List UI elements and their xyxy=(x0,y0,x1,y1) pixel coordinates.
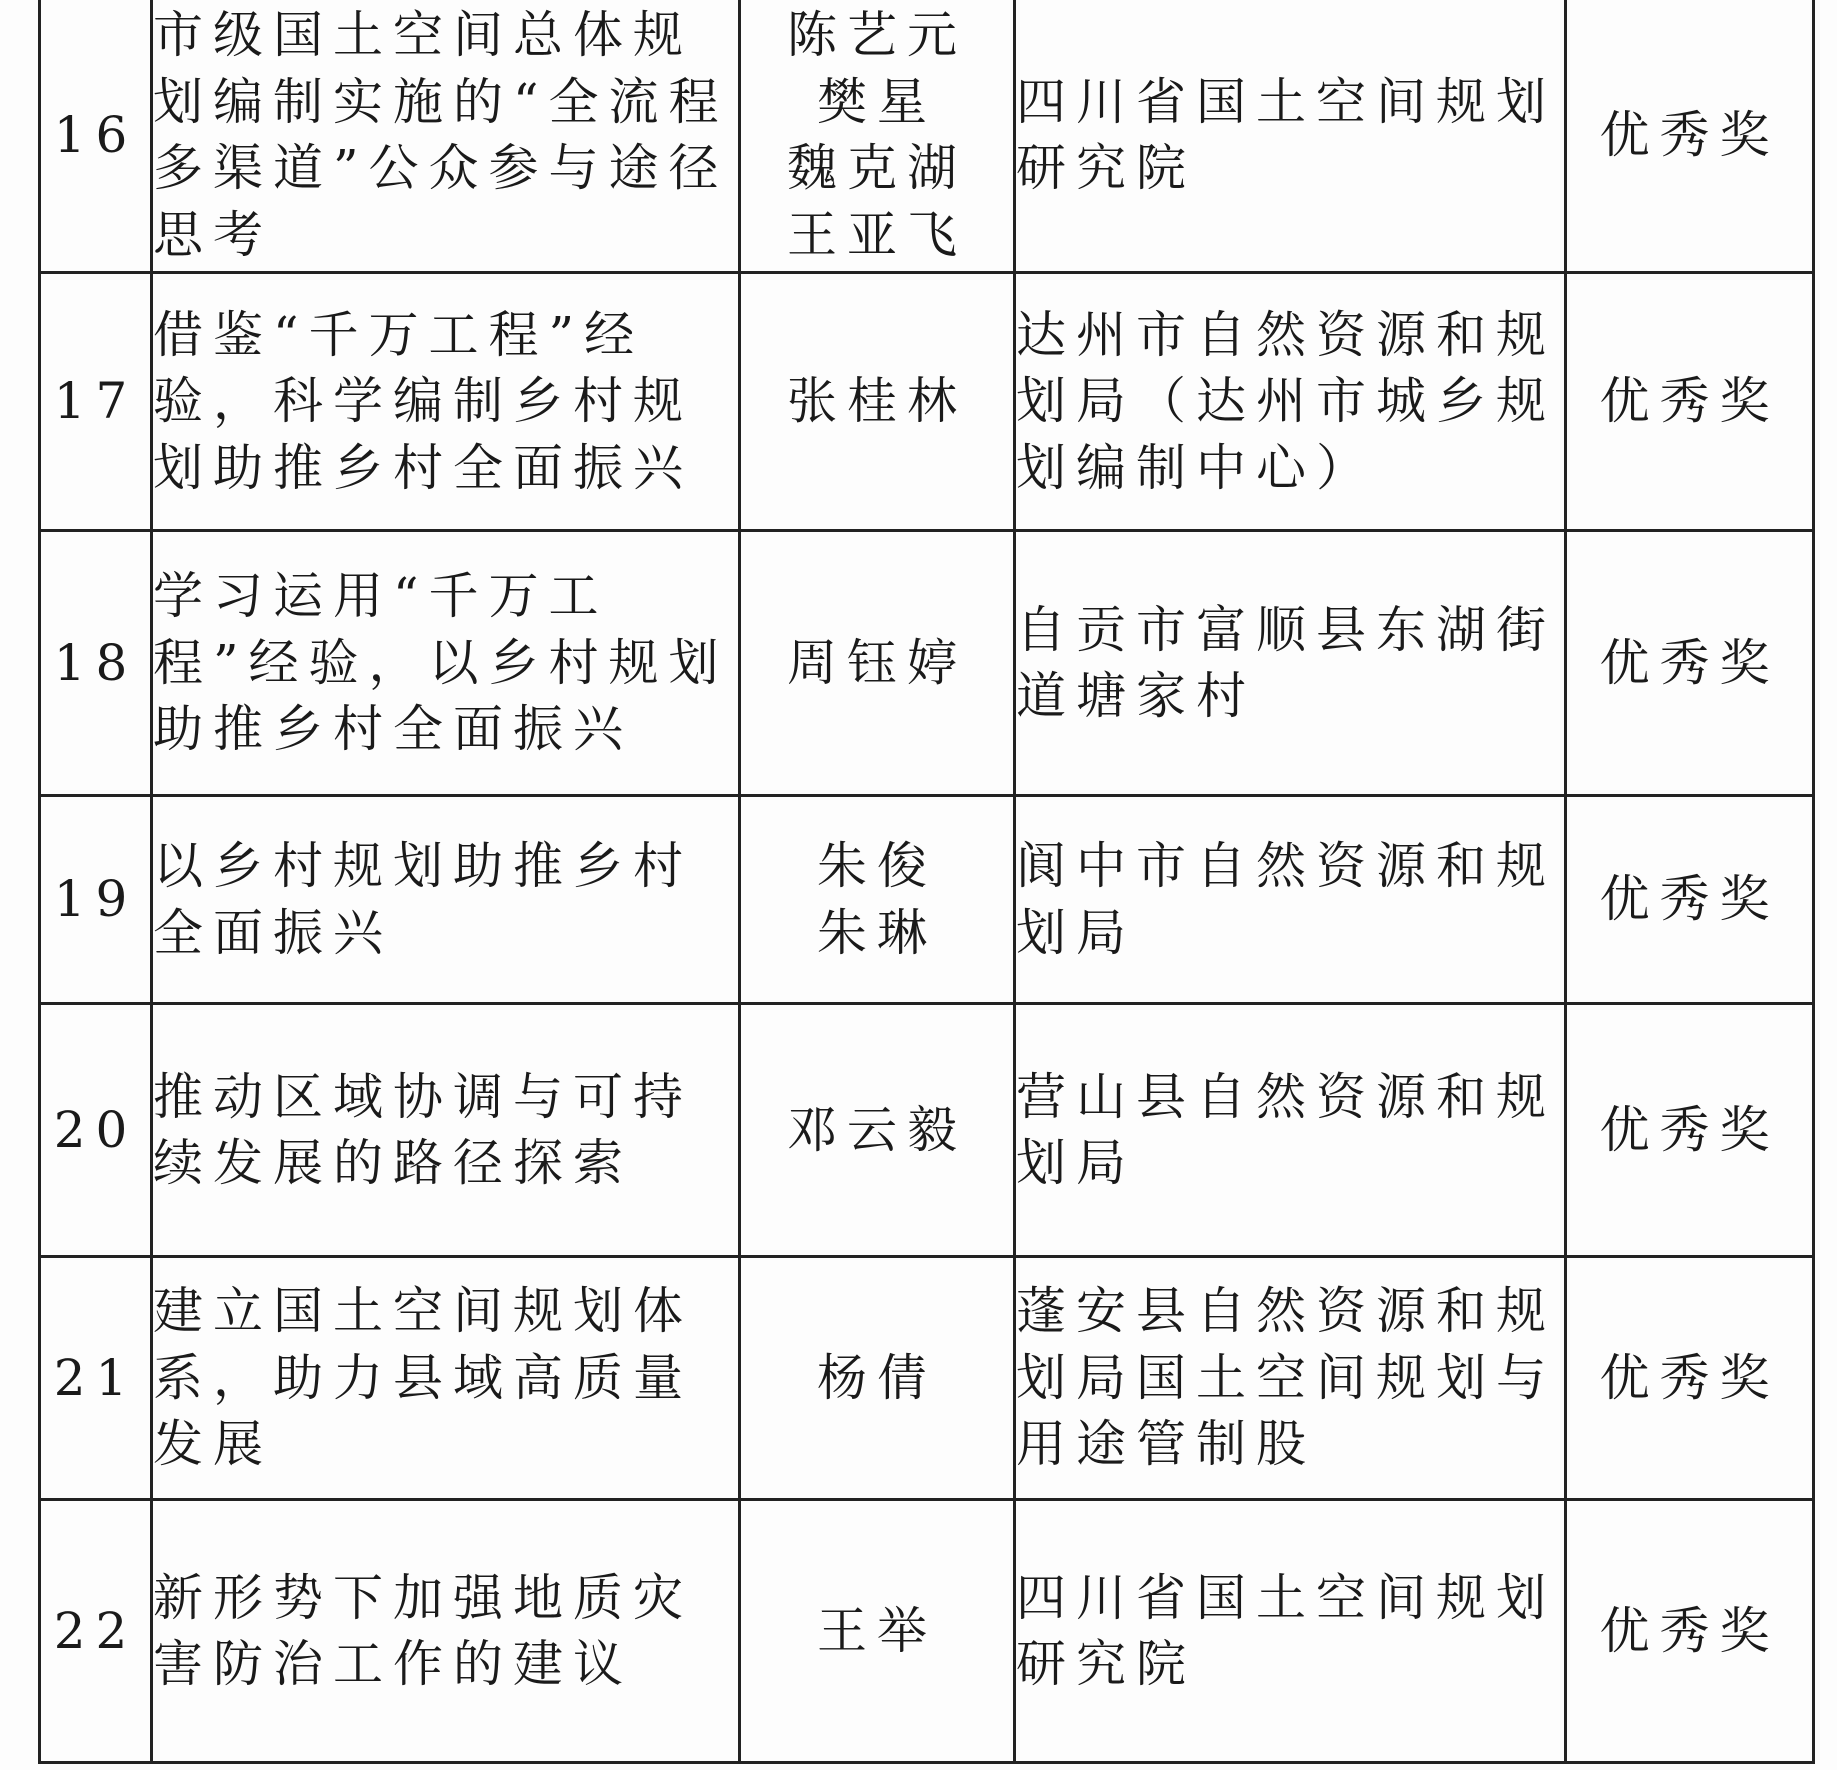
row-number: 20 xyxy=(40,1004,152,1257)
unit-name: 四川省国土空间规划研究院 xyxy=(1015,0,1566,273)
unit-name: 阆中市自然资源和规划局 xyxy=(1015,796,1566,1004)
author-name: 杨倩 xyxy=(817,1348,937,1407)
author-name: 周钰婷 xyxy=(787,633,967,692)
paper-title: 推动区域协调与可持续发展的路径探索 xyxy=(152,1004,740,1257)
table-row xyxy=(40,0,1814,273)
table-row xyxy=(40,1004,1814,1257)
author-name: 朱俊 xyxy=(817,837,937,895)
paper-title: 以乡村规划助推乡村全面振兴 xyxy=(152,796,740,1004)
author-name: 樊星 xyxy=(817,72,937,131)
author-name: 张桂林 xyxy=(787,372,967,431)
award-level: 优秀奖 xyxy=(1566,1257,1814,1500)
author-cell xyxy=(740,1257,1015,1500)
author-name: 王举 xyxy=(817,1601,937,1660)
table-row xyxy=(40,1257,1814,1500)
author-cell xyxy=(740,273,1015,531)
award-level: 优秀奖 xyxy=(1566,796,1814,1004)
author-name: 魏克湖 xyxy=(787,139,967,197)
unit-name: 达州市自然资源和规划局（达州市城乡规划编制中心） xyxy=(1015,273,1566,531)
author-name: 陈艺元 xyxy=(787,6,967,64)
row-number: 21 xyxy=(40,1257,152,1500)
award-level: 优秀奖 xyxy=(1566,531,1814,796)
table-row xyxy=(40,1500,1814,1763)
paper-title: 借鉴“千万工程”经验，科学编制乡村规划助推乡村全面振兴 xyxy=(152,273,740,531)
author-cell xyxy=(740,796,1015,1004)
unit-name: 营山县自然资源和规划局 xyxy=(1015,1004,1566,1257)
author-cell xyxy=(740,1004,1015,1257)
unit-name: 自贡市富顺县东湖街道塘家村 xyxy=(1015,531,1566,796)
row-number: 19 xyxy=(40,796,152,1004)
paper-title: 学习运用“千万工程”经验，以乡村规划助推乡村全面振兴 xyxy=(152,531,740,796)
author-cell xyxy=(740,531,1015,796)
author-name: 王亚飞 xyxy=(787,205,967,264)
table-row xyxy=(40,531,1814,796)
author-name: 邓云毅 xyxy=(787,1100,967,1159)
award-level: 优秀奖 xyxy=(1566,1500,1814,1763)
award-level: 优秀奖 xyxy=(1566,0,1814,273)
author-cell xyxy=(740,0,1015,273)
author-name: 朱琳 xyxy=(817,903,937,962)
unit-name: 蓬安县自然资源和规划局国土空间规划与用途管制股 xyxy=(1015,1257,1566,1500)
row-number: 18 xyxy=(40,531,152,796)
table-row xyxy=(40,273,1814,531)
award-level: 优秀奖 xyxy=(1566,273,1814,531)
row-number: 17 xyxy=(40,273,152,531)
unit-name: 四川省国土空间规划研究院 xyxy=(1015,1500,1566,1763)
table-row xyxy=(40,796,1814,1004)
award-table xyxy=(38,0,1815,1764)
paper-title: 市级国土空间总体规划编制实施的“全流程多渠道”公众参与途径思考 xyxy=(152,0,740,273)
award-level: 优秀奖 xyxy=(1566,1004,1814,1257)
row-number: 16 xyxy=(40,0,152,273)
author-cell xyxy=(740,1500,1015,1763)
paper-title: 新形势下加强地质灾害防治工作的建议 xyxy=(152,1500,740,1763)
row-number: 22 xyxy=(40,1500,152,1763)
paper-title: 建立国土空间规划体系，助力县域高质量发展 xyxy=(152,1257,740,1500)
